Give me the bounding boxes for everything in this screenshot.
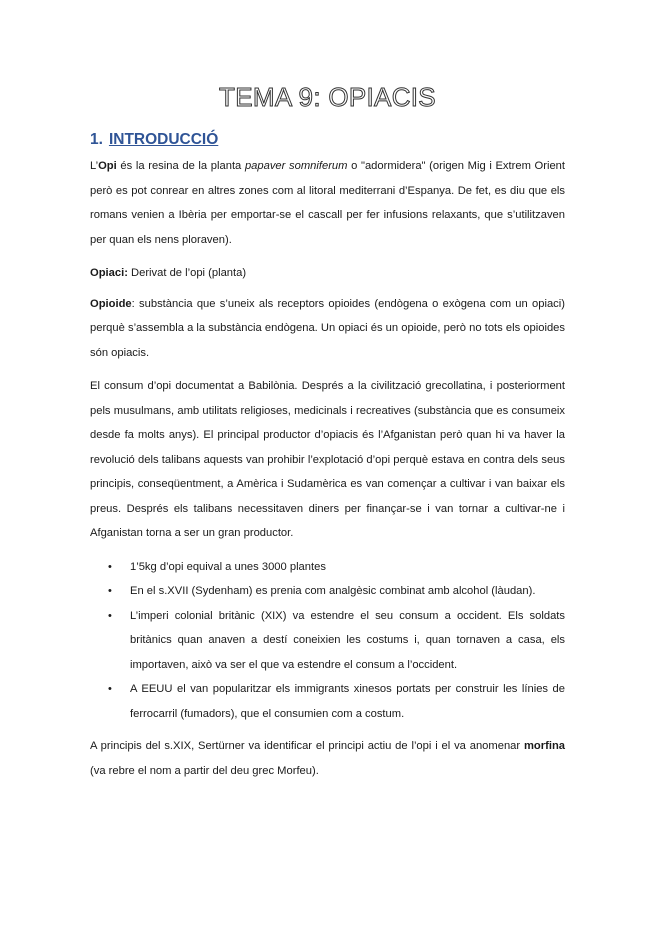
- list-item-text: A EEUU el van popularitzar els immigrants xinesos portats per construir les línies de ferrocarril (fumadors), que el consumien com a costum.: [130, 683, 565, 720]
- term-opiaci: Opiaci:: [90, 267, 128, 279]
- text-run: (va rebre el nom a partir del deu grec Morfeu).: [90, 764, 319, 777]
- section-number: 1.: [90, 131, 103, 148]
- list-item: [108, 579, 565, 604]
- text-run: : substància que s’uneix als receptors opioides (endògena o exògena com un opiaci) perquè s’assembla a la substància endògena. Un opiaci és un opioide, però no tots els opioides són opiacis.: [90, 297, 565, 359]
- text-run: és la resina de la planta: [116, 160, 245, 172]
- bullet-list: [90, 555, 565, 727]
- term-morfina: morfina: [523, 740, 565, 752]
- bullet-icon: •: [108, 683, 112, 695]
- list-item: [108, 677, 565, 726]
- text-run: L’: [90, 160, 99, 172]
- paragraph-history: El consum d’opi documentat a Babilònia. Després a la civilització grecollatina, i posteriorment pels musulmans, amb utilitats religioses, medicinals i recreatives (substància que es consumeix desde fa molts anys). El principal productor d’opiacis és l’Afganistan però quan hi va haver la revolució dels talibans aquests van prohibir l’explotació d’opi perquè estava en contra dels seus principis, conseqüentment, a Amèrica i Sudamèrica es van començar a cultivar i van baixar els preus. Després els talibans necessitaven diners per finançar-se i van tornar a cultivar-ne i Afganistan torna a ser un gran productor.: [90, 380, 565, 539]
- bullet-icon: •: [108, 585, 112, 597]
- section-heading: [90, 130, 565, 150]
- species-name: papaver somniferum: [244, 160, 348, 172]
- section-title: INTRODUCCIÓ: [108, 131, 219, 148]
- text-run: A principis del s.XIX, Sertürner va identificar el principi actiu de l’opi i el va anomenar: [90, 740, 524, 752]
- list-item: [108, 555, 565, 580]
- list-item: [108, 604, 565, 678]
- bullet-icon: •: [108, 560, 112, 573]
- document-page: [0, 82, 655, 930]
- list-item-text: En el s.XVII (Sydenham) es prenia com analgèsic combinat amb alcohol (làudan).: [130, 585, 536, 597]
- list-item-text: L’imperi colonial britànic (XIX) va estendre el seu consum a occident. Els soldats britànics quan anaven a destí coneixien les costums i, quan tornaven a casa, els importaven, això va ser el que va estendre el consum a l’occident.: [130, 609, 565, 671]
- term-opioide: Opioide: [90, 297, 132, 310]
- text-run: Derivat de l’opi (planta): [127, 267, 247, 279]
- bullet-icon: •: [108, 609, 112, 622]
- text-run: o "adormidera" (origen Mig i Extrem Orient però es pot conrear en altres zones com al litoral mediterrani d’Espanya. De fet, es diu que els romans venien a Ibèria per emportar-se el cascall per fer infusions relaxants, que s’utilitzaven per quan els nens ploraven).: [90, 160, 566, 246]
- paragraph-opioide: [90, 292, 565, 366]
- paragraph-opi: [90, 154, 565, 252]
- list-item-text: 1’5kg d’opi equival a unes 3000 plantes: [130, 560, 326, 573]
- paragraph-morfina: [90, 734, 565, 783]
- page-title: TEMA 9: OPIACIS: [219, 82, 436, 112]
- paragraph-opiaci: [90, 261, 565, 286]
- term-opi: Opi: [98, 160, 117, 172]
